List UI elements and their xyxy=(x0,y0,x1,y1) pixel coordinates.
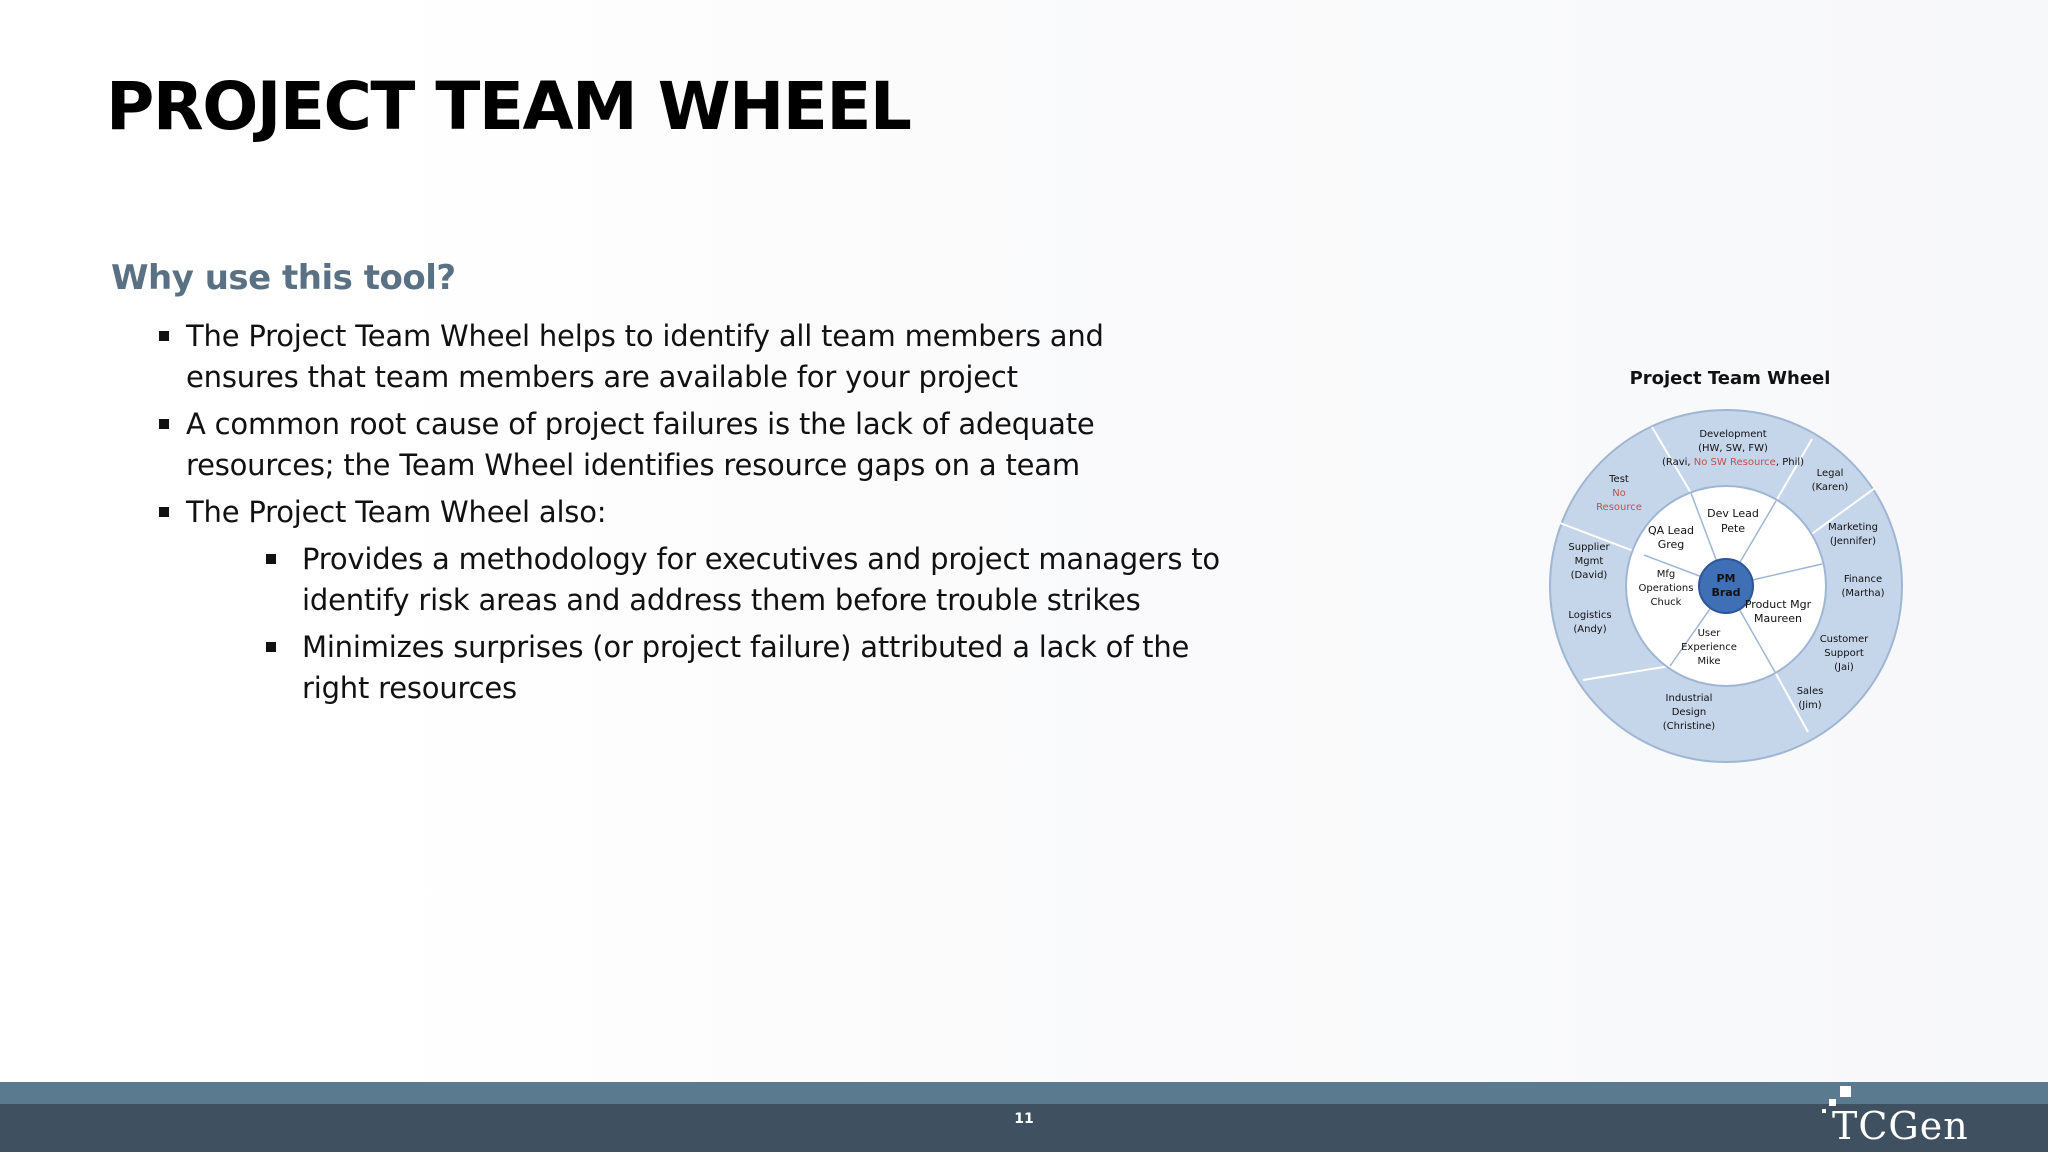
inner-label-product-mgr: Product Mgr xyxy=(1744,598,1812,611)
bullet-text: A common root cause of project failures is the lack of adequate resources; the Team Wheel identifies resource gaps on a team xyxy=(186,407,1095,482)
bullet-square-icon xyxy=(266,642,276,652)
outer-label-customer-support: Support xyxy=(1824,648,1864,659)
team-wheel-figure xyxy=(1540,360,1920,770)
sub-bullet-item xyxy=(302,539,1222,621)
footer-accent-bar xyxy=(0,1082,2048,1104)
bullet-list xyxy=(0,0,1220,760)
inner-label-ux: Mike xyxy=(1697,656,1721,667)
inner-label-mfg-ops: Operations xyxy=(1638,583,1694,594)
bullet-item xyxy=(186,404,1216,486)
inner-label-mfg-ops: Mfg xyxy=(1656,569,1676,580)
outer-label-logistics: (Andy) xyxy=(1573,624,1607,635)
inner-label-ux: User xyxy=(1697,628,1721,639)
outer-label-industrial-design: Design xyxy=(1671,707,1707,718)
outer-label-industrial-design: Industrial xyxy=(1665,693,1713,704)
wheel-title: Project Team Wheel xyxy=(1629,368,1831,389)
bullet-item xyxy=(186,492,1216,533)
outer-label-legal: Legal xyxy=(1816,468,1844,479)
tcgen-logo xyxy=(1820,1084,2020,1150)
outer-label-finance: Finance xyxy=(1843,574,1883,585)
inner-label-dev-lead: Pete xyxy=(1720,522,1746,535)
inner-label-qa-lead: QA Lead xyxy=(1647,524,1695,537)
page-number: 11 xyxy=(1014,1111,1034,1127)
bullet-item xyxy=(186,316,1216,398)
section-heading: Why use this tool? xyxy=(111,258,456,298)
outer-label-supplier-mgmt: Supplier xyxy=(1568,542,1610,553)
outer-label-industrial-design: (Christine) xyxy=(1662,721,1716,732)
outer-label-logistics: Logistics xyxy=(1568,610,1612,621)
outer-label-development: Development xyxy=(1699,429,1767,440)
inner-label-qa-lead: Greg xyxy=(1657,538,1685,551)
bullet-square-icon xyxy=(159,331,169,341)
outer-label-marketing: (Jennifer) xyxy=(1829,536,1877,547)
bullet-text: The Project Team Wheel helps to identify all team members and ensures that team members are available for your project xyxy=(186,319,1104,394)
center-label: Brad xyxy=(1711,586,1741,599)
outer-label-test: Test xyxy=(1609,474,1629,485)
bullet-square-icon xyxy=(266,554,276,564)
sub-bullet-text: Provides a methodology for executives and project managers to identify risk areas and address them before trouble strikes xyxy=(302,542,1220,617)
outer-label-finance: (Martha) xyxy=(1841,588,1885,599)
outer-label-sales: Sales xyxy=(1796,686,1824,697)
center-label: PM xyxy=(1716,572,1736,585)
team-wheel-diagram xyxy=(1540,360,1920,770)
outer-label-legal: (Karen) xyxy=(1811,482,1849,493)
outer-label-test-gap: Resource xyxy=(1596,502,1642,513)
outer-label-customer-support: (Jai) xyxy=(1834,662,1854,673)
inner-label-mfg-ops: Chuck xyxy=(1650,597,1682,608)
inner-label-ux: Experience xyxy=(1681,642,1737,653)
inner-label-product-mgr: Maureen xyxy=(1754,612,1802,625)
outer-label-development-people: (Ravi, No SW Resource, Phil) xyxy=(1661,457,1805,468)
outer-label-sales: (Jim) xyxy=(1798,700,1822,711)
sub-bullet-text: Minimizes surprises (or project failure) attributed a lack of the right resources xyxy=(302,630,1190,705)
outer-label-marketing: Marketing xyxy=(1828,522,1878,533)
outer-label-supplier-mgmt: Mgmt xyxy=(1574,556,1604,567)
outer-label-customer-support: Customer xyxy=(1819,634,1869,645)
outer-label-development: (HW, SW, FW) xyxy=(1698,443,1768,454)
outer-label-supplier-mgmt: (David) xyxy=(1570,570,1608,581)
logo-text: TCGen xyxy=(1832,1104,1969,1148)
sub-bullet-item xyxy=(302,627,1222,709)
inner-label-dev-lead: Dev Lead xyxy=(1707,507,1759,520)
bullet-square-icon xyxy=(159,419,169,429)
bullet-text: The Project Team Wheel also: xyxy=(186,495,607,529)
outer-label-test-gap: No xyxy=(1612,488,1626,499)
bullet-square-icon xyxy=(159,507,169,517)
page-title: PROJECT TEAM WHEEL xyxy=(106,68,911,145)
